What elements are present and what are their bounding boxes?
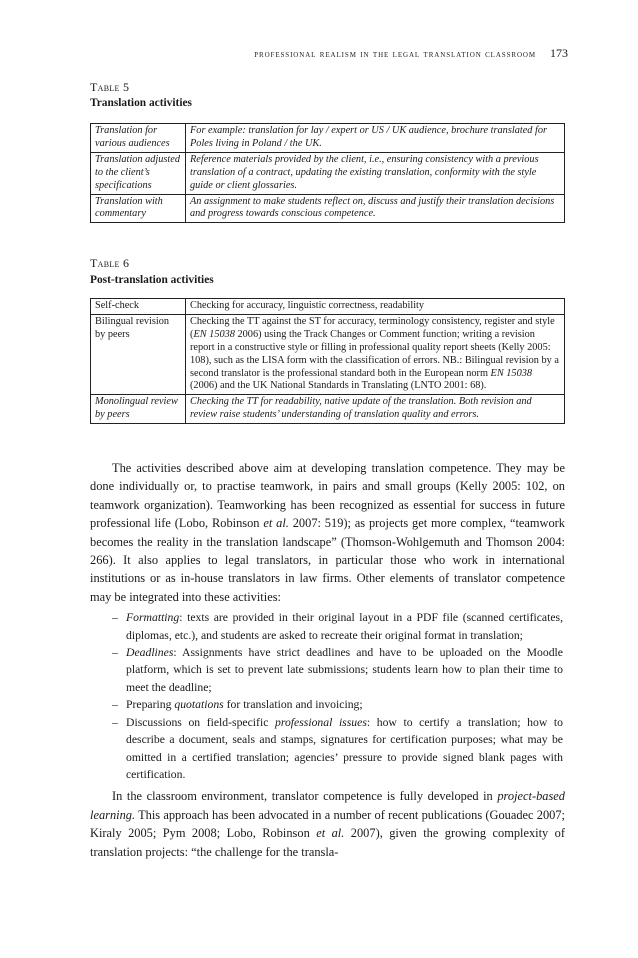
list-item: – Formatting: texts are provided in their original layout in a PDF file (scanned certificates, diplomas, etc.), and students are asked to recreate their original format in translation; — [90, 609, 565, 644]
table-row — [91, 299, 565, 315]
table6-activity: Self-check — [91, 299, 186, 315]
table-row — [91, 152, 565, 194]
table6-caption: Post-translation activities — [90, 274, 214, 286]
running-head — [90, 46, 568, 61]
paragraph: The activities described above aim at developing translation competence. They may be done individually or, to practise teamwork, in pairs and small groups (Kelly 2005: 102, on teamwork organization). Teamworking has been recognized as essential for success in future professional life (Lobo, Robinson et al. 2007: 519); as projects get more complex, “teamwork becomes the reality in the translation landscape” (Thomson-Wohlgemuth and Thomson 2004: 266). It also applies to legal translators, in particular those who work in international institutions or as in-house translators in law firms. Other elements of translator competence may be integrated into these activities: — [90, 461, 565, 604]
table-row — [91, 124, 565, 153]
table6 — [90, 298, 565, 424]
running-title: professional realism in the legal translation classroom — [254, 49, 536, 60]
table5-description: An assignment to make students reflect on, discuss and justify their translation decisions and progress towards conscious competence. — [186, 194, 565, 223]
paragraph: In the classroom environment, translator competence is fully developed in project-based learning. This approach has been advocated in a number of recent publications (Gouadec 2007; Kiraly 2005; Pym 2008; Lobo, Robinson et al. 2007), given the growing complexity of translation projects: “the challenge for the transla- — [90, 789, 566, 859]
table5-label: Table 5 — [90, 80, 130, 94]
table-row — [91, 194, 565, 223]
table5 — [90, 123, 565, 223]
table6-description: Checking the TT against the ST for accuracy, terminology consistency, register and style (EN 15038 2006) using the Track Changes or Comment function; writing a revision report in a constructive style or filling in professional quality report sheets (Kelly 2005: 108), such as the LISA form with the classification of errors. NB.: Bilingual revision by a second translator is the professional standard both in the European norm EN 15038 (2006) and the UK National Standards in Translating (LNTO 2001: 68). — [186, 314, 565, 394]
table5-activity: Translation for various audiences — [91, 124, 186, 153]
table6-label: Table 6 — [90, 256, 130, 270]
list-item: – Preparing quotations for translation and invoicing; — [90, 696, 565, 713]
table-row — [91, 314, 565, 394]
table6-description: Checking the TT for readability, native update of the translation. Both revision and review raise students’ understanding of translation quality and errors. — [186, 395, 565, 424]
table6-description: Checking for accuracy, linguistic correctness, readability — [186, 299, 565, 315]
page-number: 173 — [550, 46, 568, 60]
table6-activity: Monolingual review by peers — [91, 395, 186, 424]
list-item: – Discussions on field-specific professional issues: how to certify a translation; how to describe a document, seals and stamps, signatures for certification purposes; what may be omitted in a certified translation; agencies’ pressure to provide signed blank pages with certification. — [90, 714, 565, 784]
table5-caption: Translation activities — [90, 97, 192, 109]
competence-list — [90, 609, 565, 783]
table5-activity: Translation adjusted to the client’s specifications — [91, 152, 186, 194]
list-item: – Deadlines: Assignments have strict deadlines and have to be uploaded on the Moodle platform, which is set to prevent late submissions; students learn how to plan their time to meet the deadline; — [90, 644, 565, 696]
table6-activity: Bilingual revision by peers — [91, 314, 186, 394]
body-text — [90, 459, 565, 861]
table5-description: Reference materials provided by the client, i.e., ensuring consistency with a previous translation of a contract, updating the existing translation, conformity with the style guide or client glossaries. — [186, 152, 565, 194]
table-row — [91, 395, 565, 424]
table5-description: For example: translation for lay / expert or US / UK audience, brochure translated for Poles living in Poland / the UK. — [186, 124, 565, 153]
table5-activity: Translation with commentary — [91, 194, 186, 223]
